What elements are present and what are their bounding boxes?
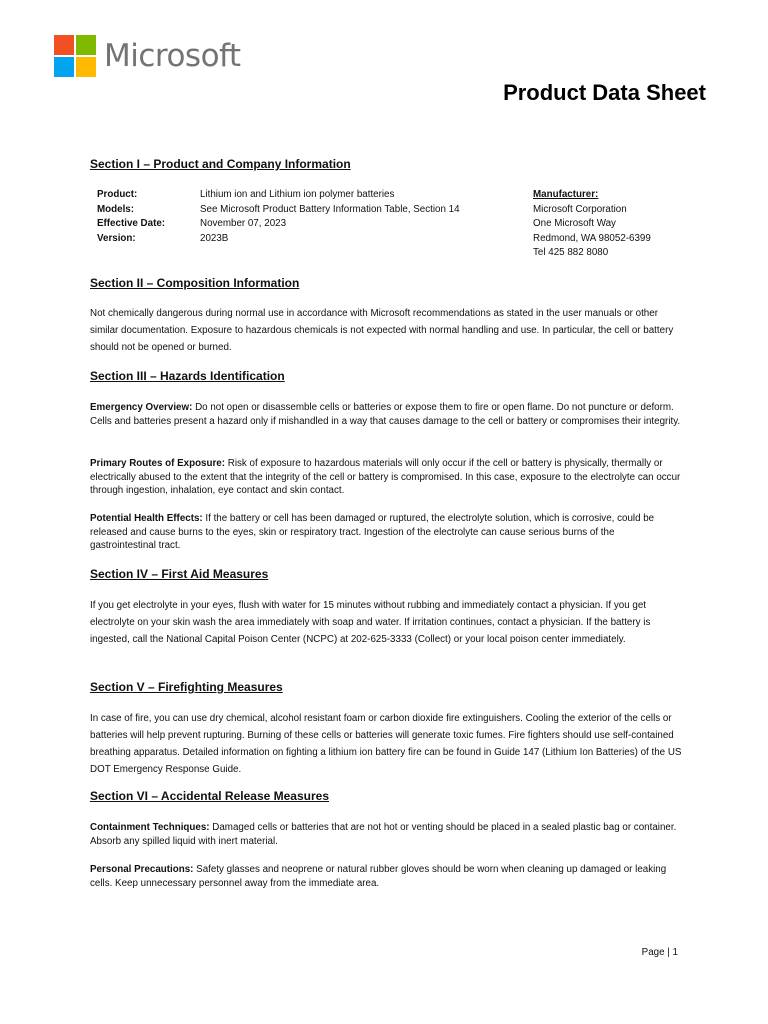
page-number: Page | 1 — [641, 947, 678, 958]
microsoft-wordmark: Microsoft — [104, 37, 241, 74]
effective-date-value: November 07, 2023 — [200, 218, 287, 230]
document-title: Product Data Sheet — [503, 80, 706, 105]
composition-paragraph: Not chemically dangerous during normal use in accordance with Microsoft recommendations as stated in the user manuals or other similar documentation. Exposure to hazardous chemicals is not expected with normal handling and use. In particular, the cell or battery should not be opened or burned. — [90, 308, 674, 353]
containment-paragraph — [90, 821, 682, 848]
product-label: Product: — [97, 189, 138, 200]
section-5-heading: Section V – Firefighting Measures — [90, 680, 283, 694]
health-effects-paragraph — [90, 512, 682, 553]
routes-of-exposure-paragraph — [90, 457, 682, 498]
product-info-labels — [97, 188, 165, 246]
personal-precautions-paragraph — [90, 863, 682, 890]
manufacturer-line: Tel 425 882 8080 — [533, 247, 609, 259]
manufacturer-title: Manufacturer: — [533, 189, 599, 200]
product-value: Lithium ion and Lithium ion polymer batteries — [200, 189, 395, 200]
containment-label: Containment Techniques: — [90, 822, 210, 833]
product-info-values — [200, 188, 460, 246]
routes-of-exposure-text: Risk of exposure to hazardous materials will only occur if the cell or battery is physically, thermally or electrically abused to the extent that the integrity of the cell or battery is compromised. In this case, exposure to the electrolyte can occur through ingestion, inhalation, eye contact and skin contact. — [90, 458, 681, 497]
section-6-heading: Section VI – Accidental Release Measures — [90, 789, 329, 803]
manufacturer-line: Microsoft Corporation — [533, 203, 627, 215]
section-1-heading: Section I – Product and Company Information — [90, 157, 351, 171]
routes-of-exposure-label: Primary Routes of Exposure: — [90, 458, 226, 469]
section-2-heading: Section II – Composition Information — [90, 276, 300, 290]
models-value: See Microsoft Product Battery Information Table, Section 14 — [200, 203, 460, 215]
section-3-heading: Section III – Hazards Identification — [90, 369, 285, 383]
version-label: Version: — [97, 232, 136, 244]
manufacturer-block — [533, 188, 651, 261]
microsoft-logo — [54, 35, 241, 77]
health-effects-label: Potential Health Effects: — [90, 513, 203, 524]
effective-date-label: Effective Date: — [97, 218, 166, 230]
personal-precautions-label: Personal Precautions: — [90, 864, 194, 875]
microsoft-logo-icon — [54, 35, 96, 77]
firefighting-paragraph: In case of fire, you can use dry chemical, alcohol resistant foam or carbon dioxide fire extinguishers. Cooling the exterior of the cells or batteries will help prevent rupturing. Burning of these cells or batteries will generate toxic fumes. Fire fighters should use self-contained breathing apparatus. Detailed information on fighting a lithium ion battery fire can be found in Guide 147 (Lithium Ion Batteries) of the US DOT Emergency Response Guide. — [90, 713, 682, 775]
models-label: Models: — [97, 203, 135, 215]
emergency-overview-label: Emergency Overview: — [90, 402, 193, 413]
health-effects-text: If the battery or cell has been damaged or ruptured, the electrolyte solution, which is corrosive, could be released and cause burns to the eyes, skin or respiratory tract. Ingestion of the electrolyte can cause serious burns of the gastrointestinal tract. — [90, 513, 655, 552]
containment-text: Damaged cells or batteries that are not hot or venting should be placed in a sealed plastic bag or container. Absorb any spilled liquid with inert material. — [90, 822, 677, 847]
manufacturer-line: One Microsoft Way — [533, 218, 616, 230]
emergency-overview-paragraph — [90, 401, 682, 428]
section-4-heading: Section IV – First Aid Measures — [90, 567, 269, 581]
first-aid-paragraph: If you get electrolyte in your eyes, flush with water for 15 minutes without rubbing and immediately contact a physician. If you get electrolyte on your skin wash the area immediately with soap and water. If irritation continues, contact a physician. If the battery is ingested, call the National Capital Poison Center (NCPC) at 202-625-3333 (Collect) or your local poison center immediately. — [90, 600, 651, 645]
personal-precautions-text: Safety glasses and neoprene or natural rubber gloves should be worn when cleaning up damaged or leaking cells. Keep unnecessary personnel away from the immediate area. — [90, 864, 667, 889]
version-value: 2023B — [200, 232, 229, 244]
manufacturer-line: Redmond, WA 98052-6399 — [533, 232, 651, 244]
emergency-overview-text: Do not open or disassemble cells or batteries or expose them to fire or open flame. Do not puncture or deform. Cells and batteries present a hazard only if mishandled in a way that causes damage to the cell or battery or compromises their integrity. — [90, 402, 681, 427]
